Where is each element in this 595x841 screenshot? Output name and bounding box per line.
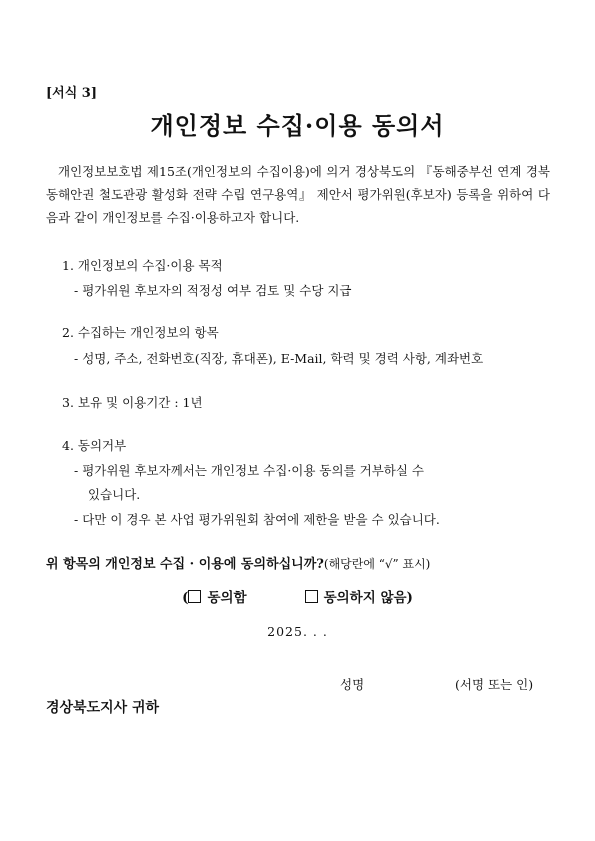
disagree-checkbox[interactable] — [305, 590, 318, 603]
signature-label: (서명 또는 인) — [455, 677, 534, 692]
disagree-label: 동의하지 않음 — [323, 590, 407, 606]
document-title: 개인정보 수집·이용 동의서 — [150, 111, 445, 140]
section-heading-purpose: 1. 개인정보의 수집·이용 목적 — [62, 258, 223, 273]
choices-close-paren: ) — [406, 590, 413, 606]
date-field[interactable]: 2025. . . — [267, 624, 328, 639]
section-item-refusal-limit: - 다만 이 경우 본 사업 평가위원회 참여에 제한을 받을 수 있습니다. — [74, 512, 440, 527]
section-item-fields: - 성명, 주소, 전화번호(직장, 휴대폰), E-Mail, 학력 및 경력 사항, 계좌번호 — [74, 351, 484, 366]
section-heading-retention: 3. 보유 및 이용기간 : 1년 — [62, 395, 203, 410]
choices-open-paren: ( — [182, 590, 189, 606]
name-label: 성명 — [340, 677, 365, 692]
section-heading-items: 2. 수집하는 개인정보의 항목 — [62, 325, 219, 340]
consent-question-note: (해당란에 “√” 표시) — [323, 557, 431, 571]
consent-choices — [0, 586, 595, 606]
disagree-option[interactable] — [305, 586, 407, 606]
intro-paragraph: 개인정보보호법 제15조(개인정보의 수집이용)에 의거 경상북도의 『동해중부선 연계 경북 동해안권 철도관광 활성화 전략 수립 연구용역』 제안서 평가위원(후보자) 등록을 위하여 다음과 같이 개인정보를 수집·이용하고자 합니다. — [46, 164, 550, 225]
form-number: [서식 3] — [46, 86, 97, 101]
agree-option[interactable] — [188, 586, 246, 606]
section-item-purpose: - 평가위원 후보자의 적정성 여부 검토 및 수당 지급 — [74, 283, 352, 298]
addressee: 경상북도지사 귀하 — [46, 700, 160, 716]
agree-label: 동의함 — [207, 590, 247, 606]
agree-checkbox[interactable] — [188, 590, 201, 603]
consent-question-text: 위 항목의 개인정보 수집 · 이용에 동의하십니까? — [46, 557, 324, 572]
section-item-refusal-right-cont: 있습니다. — [88, 487, 141, 502]
consent-question — [46, 553, 430, 572]
section-item-refusal-right: - 평가위원 후보자께서는 개인정보 수집·이용 동의를 거부하실 수 — [74, 463, 424, 478]
section-heading-refusal: 4. 동의거부 — [62, 438, 127, 453]
